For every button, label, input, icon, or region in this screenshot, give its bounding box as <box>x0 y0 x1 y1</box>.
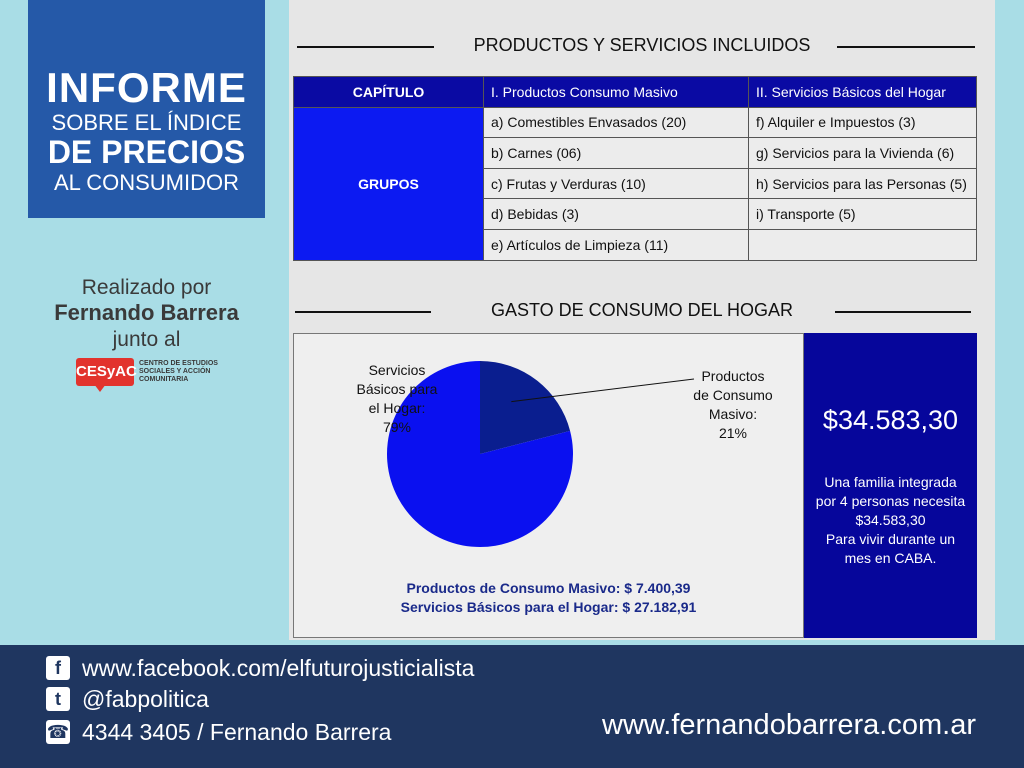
chapter-2-header: II. Servicios Básicos del Hogar <box>749 77 977 108</box>
monthly-total-description: Una familia integrada por 4 personas necesita $34.583,30 Para vivir durante un mes en CABA. <box>815 474 966 566</box>
table-cell: h) Servicios para las Personas (5) <box>749 168 977 199</box>
credit-name: Fernando Barrera <box>54 300 239 325</box>
twitter-row[interactable] <box>46 685 209 713</box>
phone-row <box>46 718 391 746</box>
website-link[interactable]: www.fernandobarrera.com.ar <box>602 709 976 741</box>
cesyac-full-name: CENTRO DE ESTUDIOS SOCIALES Y ACCIÓN COMUNITARIA <box>139 360 218 383</box>
header-rule-right <box>835 311 971 313</box>
monthly-total-amount: $34.583,30 <box>822 405 959 435</box>
table-cell: g) Servicios para la Vivienda (6) <box>749 138 977 169</box>
cesyac-badge: CESyAC <box>76 358 134 386</box>
table-cell <box>749 229 977 260</box>
table-row <box>294 107 977 138</box>
title-line-sobre: SOBRE EL ÍNDICE <box>51 110 242 135</box>
facebook-row[interactable] <box>46 654 474 682</box>
table-header-row <box>294 77 977 108</box>
table-cell: d) Bebidas (3) <box>484 199 749 230</box>
monthly-total-box <box>804 333 977 638</box>
credit-by: Realizado por <box>81 276 212 299</box>
capitulo-header: CAPÍTULO <box>294 77 484 108</box>
facebook-link[interactable]: www.facebook.com/elfuturojusticialista <box>82 654 475 681</box>
credit-with: junto al <box>112 328 181 351</box>
footer <box>0 645 1024 768</box>
table-cell: b) Carnes (06) <box>484 138 749 169</box>
table-cell: i) Transporte (5) <box>749 199 977 230</box>
products-heading: PRODUCTOS Y SERVICIOS INCLUIDOS <box>473 35 811 55</box>
summary-productos: Productos de Consumo Masivo: $ 7.400,39 <box>406 580 691 596</box>
consumption-section-header <box>289 297 995 327</box>
slice-label-productos: Productos de Consumo Masivo: 21% <box>693 368 773 441</box>
slice-label-servicios: Servicios Básicos para el Hogar: 79% <box>356 362 438 435</box>
title-line-consumidor: AL CONSUMIDOR <box>54 170 239 195</box>
table-cell: e) Artículos de Limpieza (11) <box>484 229 749 260</box>
phone-icon: ☎ <box>46 722 70 742</box>
twitter-icon: t <box>46 687 70 711</box>
summary-servicios: Servicios Básicos para el Hogar: $ 27.182,91 <box>400 599 697 615</box>
products-table <box>293 76 977 261</box>
main-panel <box>289 0 995 640</box>
report-title-block <box>28 0 265 218</box>
phone-contact: 4344 3405 / Fernando Barrera <box>82 718 392 745</box>
pie-chart-panel <box>293 333 804 638</box>
table-cell: f) Alquiler e Impuestos (3) <box>749 107 977 138</box>
speech-bubble-tail-icon <box>94 384 106 392</box>
header-rule-right <box>837 46 975 48</box>
products-section-header <box>289 32 995 62</box>
facebook-icon: f <box>46 656 70 680</box>
table-cell: a) Comestibles Envasados (20) <box>484 107 749 138</box>
cesyac-logo <box>76 358 236 394</box>
title-line-precios: DE PRECIOS <box>47 134 246 170</box>
twitter-handle[interactable]: @fabpolitica <box>82 685 209 712</box>
consumption-heading: GASTO DE CONSUMO DEL HOGAR <box>490 300 794 320</box>
title-line-informe: INFORME <box>46 64 247 111</box>
chapter-1-header: I. Productos Consumo Masivo <box>484 77 749 108</box>
grupos-label: GRUPOS <box>294 107 484 260</box>
table-cell: c) Frutas y Verduras (10) <box>484 168 749 199</box>
